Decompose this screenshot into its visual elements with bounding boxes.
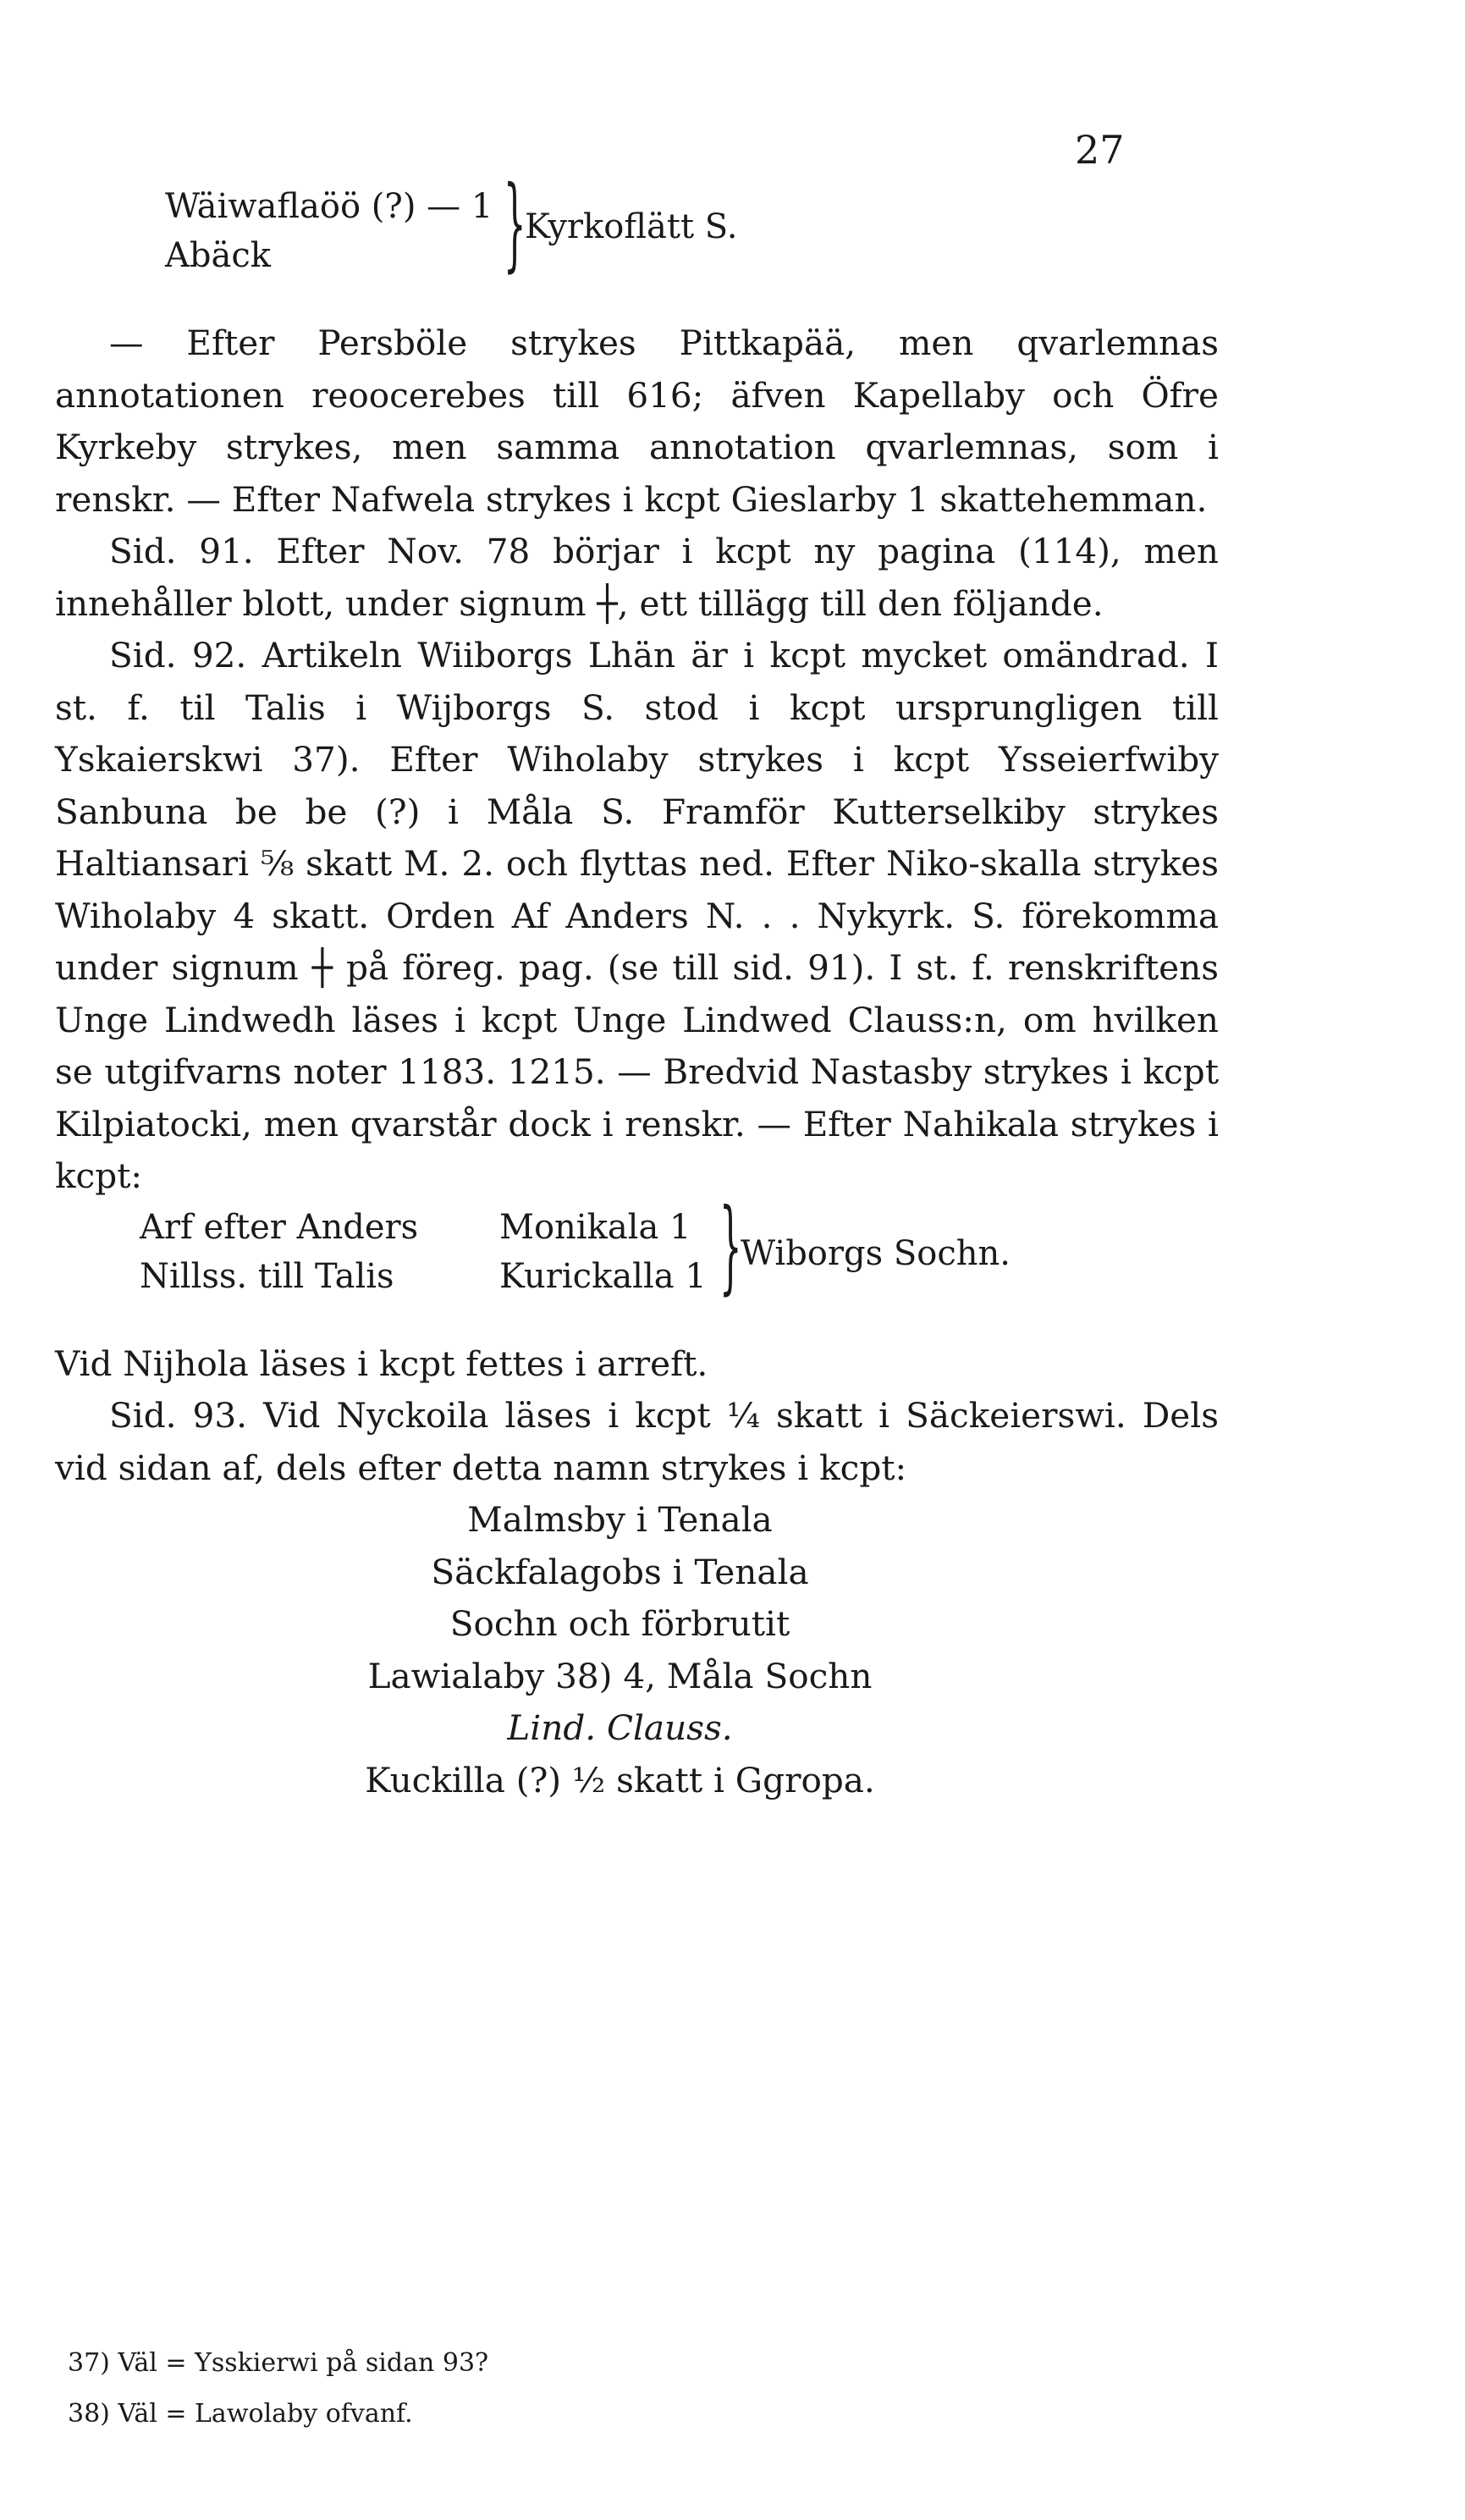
center-line: Lawialaby 38) 4, Måla Sochn — [367, 1655, 873, 1696]
paragraph-sid93: Sid. 93. Vid Nyckoila läses i kcpt ¼ skatt i Säckeierswi. Dels vid sidan af, dels efter detta namn strykes i kcpt: — [55, 1395, 1219, 1488]
mid-left-line-1: Arf efter Anders — [140, 1207, 419, 1247]
paragraph-1: — Efter Persböle strykes Pittkapää, men qvarlemnas annotationen reoocerebes till 616; äfven Kapellaby och Öfre Kyrkeby strykes, men samma annotation qvarlemnas, som i renskr. — Efter Nafwela strykes i kcpt Gieslarby 1 skattehemman. — [55, 323, 1219, 520]
footnote-37: 37) Väl = Ysskierwi på sidan 93? — [68, 2348, 489, 2378]
mid-middle-line-1: Monikala 1 — [499, 1207, 691, 1247]
center-line: Kuckilla (?) ½ skatt i Ggropa. — [365, 1759, 875, 1800]
center-line: Säckfalagobs i Tenala — [431, 1551, 809, 1592]
page-number: 27 — [1075, 127, 1125, 173]
top-bracket-block — [165, 182, 493, 280]
paragraph-sid92: Sid. 92. Artikeln Wiiborgs Lhän är i kcpt mycket omändrad. I st. f. til Talis i Wijborgs S. stod i kcpt ursprungligen till Yskaierskwi 37). Efter Wiholaby strykes i kcpt Ysseierfwiby Sanbuna be be (?) i Måla S. Framför Kutterselkiby strykes Haltiansari ⅝ skatt M. 2. och flyttas ned. Efter Niko-skalla strykes Wiholaby 4 skatt. Orden Af Anders N. . . Nykyrk. S. förekomma under signum ┼ på föreg. pag. (se till sid. 91). I st. f. renskriftens Unge Lindwedh läses i kcpt Unge Lindwed Clauss:n, om hvilken se utgifvarns noter 1183. 1215. — Bredvid Nastasby strykes i kcpt Kilpiatocki, men qvarstår dock i renskr. — Efter Nahikala strykes i kcpt: — [55, 635, 1219, 1196]
paragraph-nijhola: Vid Nijhola läses i kcpt fettes i arreft. — [55, 1343, 708, 1384]
paragraph-sid91: Sid. 91. Efter Nov. 78 börjar i kcpt ny pagina (114), men innehåller blott, under signum ┼, ett tillägg till den följande. — [55, 531, 1219, 624]
top-bracket-right: Kyrkoflätt S. — [525, 207, 738, 246]
mid-left-line-2: Nillss. till Talis — [140, 1256, 394, 1296]
top-bracket-line-2: Abäck — [165, 236, 271, 275]
top-bracket-line-1: Wäiwaflaöö (?) — 1 — [165, 187, 493, 226]
mid-bracket-block — [55, 1187, 1219, 1338]
center-line: Sochn och förbrutit — [449, 1603, 790, 1644]
mid-bracket-right: Wiborgs Sochn. — [741, 1233, 1011, 1273]
main-text — [55, 317, 1219, 1806]
center-line: Lind. Clauss. — [507, 1707, 733, 1748]
footnote-38: 38) Väl = Lawolaby ofvanf. — [68, 2399, 413, 2429]
right-brace-icon: } — [503, 165, 526, 283]
mid-middle-line-2: Kurickalla 1 — [499, 1256, 707, 1296]
centered-list — [55, 1494, 1219, 1806]
center-line: Malmsby i Tenala — [467, 1499, 773, 1540]
mid-brace-icon: } — [719, 1187, 742, 1305]
